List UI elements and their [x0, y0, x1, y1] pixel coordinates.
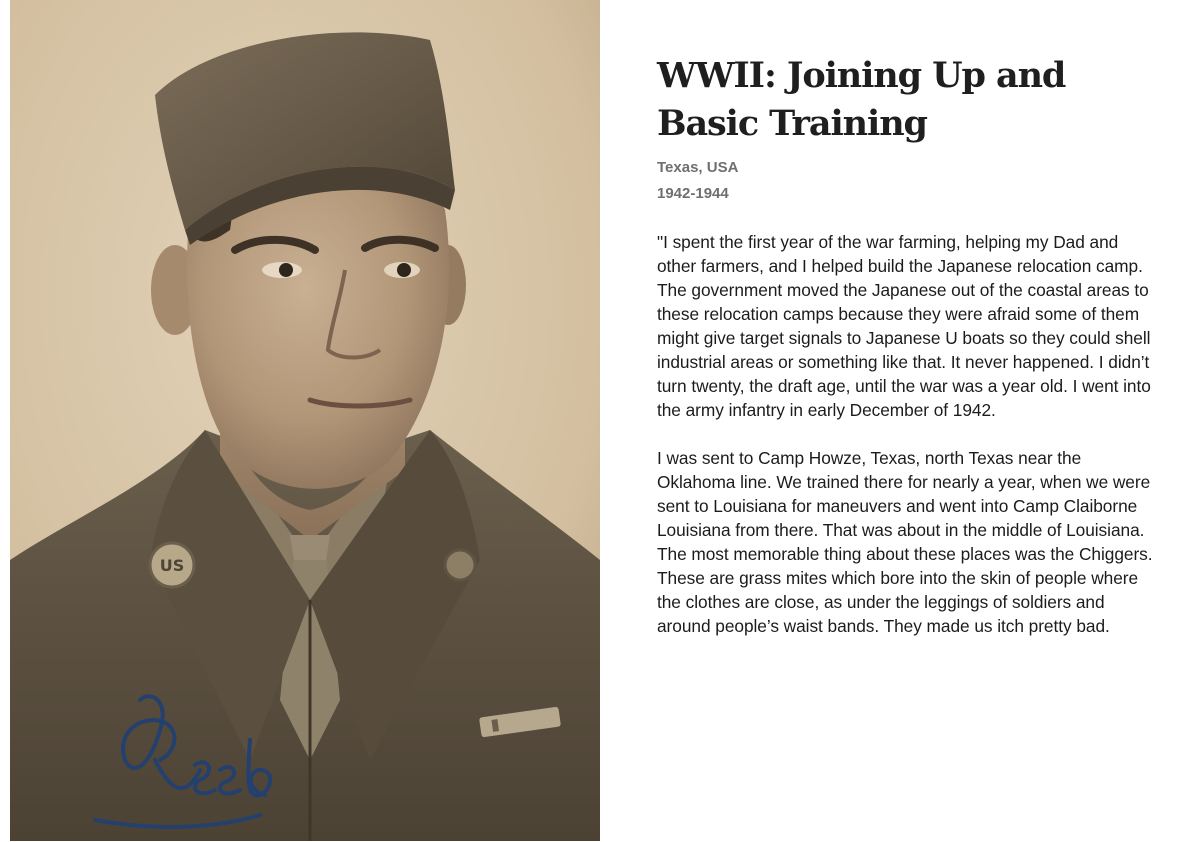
page-title: WWII: Joining Up and Basic Training	[657, 55, 1066, 144]
paragraph: "I spent the first year of the war farming, helping my Dad and other farmers, and I helped build the Japanese relocation camp. The government moved the Japanese out of the coastal areas to these relocation camps because they were afraid some of them might give target signals to Japanese U boats so they could shell industrial areas or something like that. It never happened. I didn’t turn twenty, the draft age, until the war was a year old. I went into the army infantry in early December of 1942.	[657, 232, 1151, 420]
portrait-photo	[10, 0, 600, 841]
collar-insignia-text: US	[159, 556, 185, 575]
branch-collar-insignia	[445, 550, 475, 580]
paragraph: I was sent to Camp Howze, Texas, north Texas near the Oklahoma line. We trained there for nearly a year, when we were sent to Louisiana for maneuvers and went into Camp Claiborne Louisiana from there. That was about in the middle of Louisiana. The most memorable thing about these places was the Chiggers. These are grass mites which bore into the skin of people where the clothes are close, as under the leggings of soldiers and around people’s waist bands. They made us itch pretty bad.	[657, 448, 1153, 636]
soldier-portrait-illustration	[10, 0, 600, 841]
article-body	[657, 230, 1157, 638]
location-label: Texas, USA	[657, 159, 739, 176]
date-range-label: 1942-1944	[657, 185, 729, 202]
signature-text: Reed	[198, 790, 202, 791]
article	[657, 52, 1157, 662]
